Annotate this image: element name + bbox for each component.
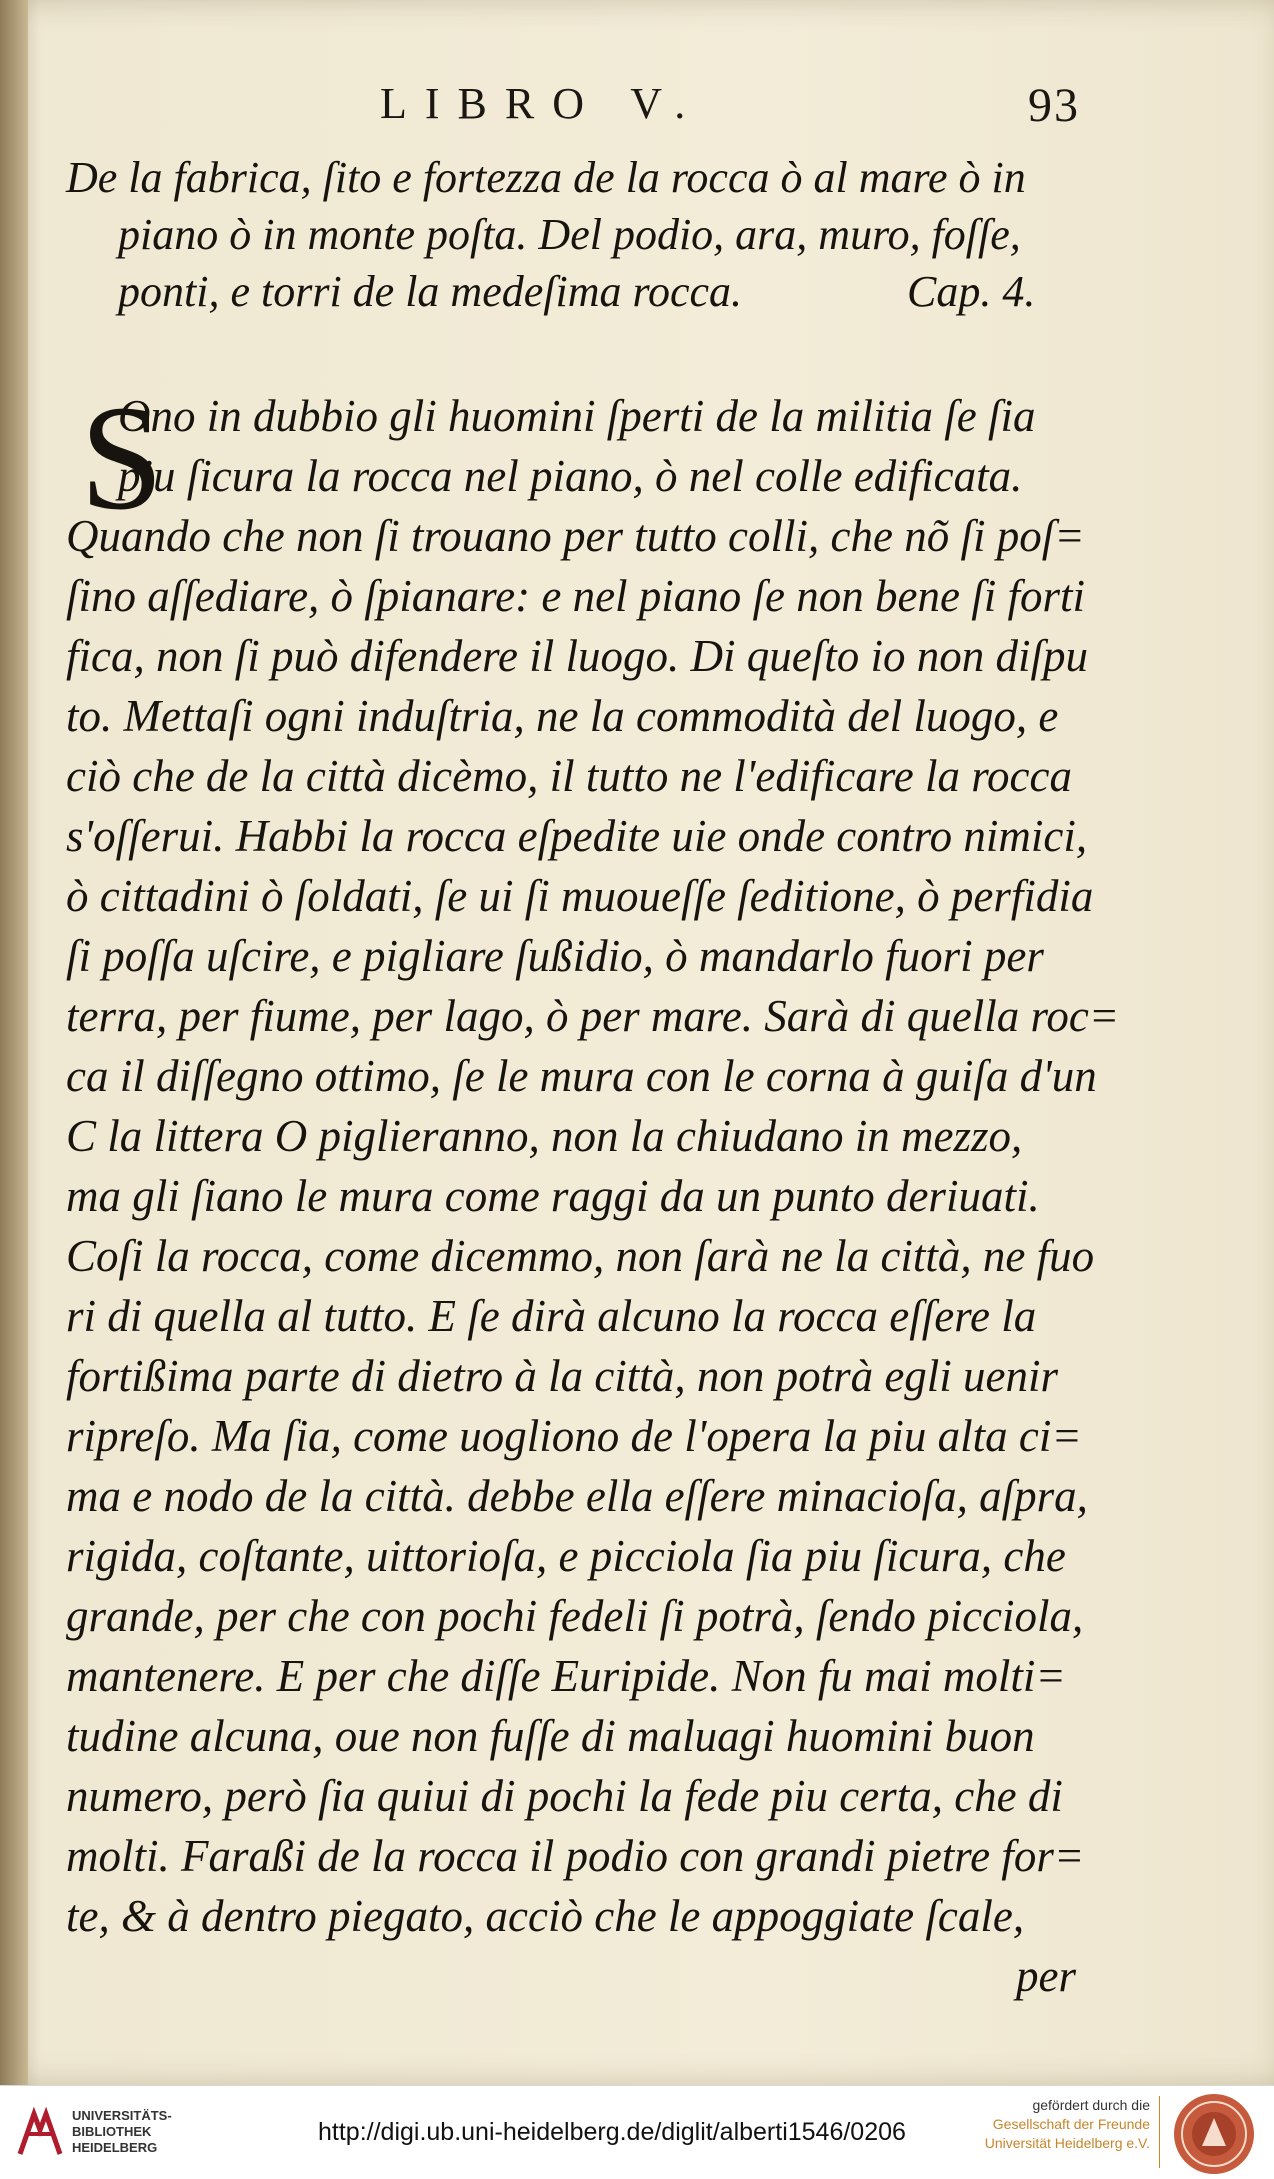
sponsor-name-line[interactable]: Universität Heidelberg e.V. [984,2135,1150,2151]
body-line: grande, per che con pochi fedeli ſi potrà, ſendo picciola, [66,1591,1084,1641]
body-line: Ono in dubbio gli huomini ſperti de la militia ſe ſia [118,391,1036,441]
body-line: to. Mettaſi ogni induſtria, ne la commodità del luogo, e [66,691,1059,741]
body-line: ma gli ſiano le mura come raggi da un punto deriuati. [66,1171,1040,1221]
running-title: LIBRO V. [380,79,704,128]
viewer-footer [0,2085,1274,2179]
body-line: molti. Faraßi de la rocca il podio con grandi pietre for= [66,1831,1085,1881]
catchword: per [1016,1951,1076,2001]
body-line: ma e nodo de la città. debbe ella eſſere minacioſa, aſpra, [66,1471,1088,1521]
library-name-line: UNIVERSITÄTS- [72,2108,172,2123]
body-line: fica, non ſi può difendere il luogo. Di queſto io non diſpu [66,631,1088,681]
body-line: ò cittadini ò ſoldati, ſe ui ſi muoueſſe ſeditione, ò perfidia [66,871,1094,921]
drop-capital: S [80,375,164,541]
page-number: 93 [1028,79,1080,132]
page-header [380,78,1080,132]
body-line: ſi poſſa uſcire, e pigliare ſußidio, ò mandarlo fuori per [66,931,1044,981]
heading-line: ponti, e torri de la medeſima rocca. Cap. 4. [118,267,1036,316]
library-name-line: BIBLIOTHEK [72,2124,152,2139]
library-name-line: HEIDELBERG [72,2140,158,2155]
funded-by-label: gefördert durch die [1032,2097,1150,2113]
heading-line: piano ò in monte poſta. Del podio, ara, muro, foſſe, [118,210,1021,259]
body-line: ſino aſſediare, ò ſpianare: e nel piano ſe non bene ſi forti [66,571,1086,621]
body-line: ciò che de la città dicèmo, il tutto ne l'edificare la rocca [66,751,1072,801]
body-line: fortißima parte di dietro à la città, non potrà egli uenir [66,1351,1059,1401]
permalink-url[interactable]: http://digi.ub.uni-heidelberg.de/diglit/alberti1546/0206 [318,2118,906,2146]
heading-line: De la fabrica, ſito e fortezza de la rocca ò al mare ò in [66,153,1026,202]
body-line: mantenere. E per che diſſe Euripide. Non fu mai molti= [66,1651,1066,1701]
body-line: terra, per fiume, per lago, ò per mare. Sarà di quella roc= [66,991,1120,1041]
sponsor-name-line[interactable]: Gesellschaft der Freunde [992,2116,1150,2132]
body-line: Coſi la rocca, come dicemmo, non ſarà ne la città, ne fuo [66,1231,1095,1281]
body-line: C la littera O piglieranno, non la chiudano in mezzo, [66,1111,1023,1161]
footer-divider [1159,2096,1160,2168]
body-line: tudine alcuna, oue non fuſſe di maluagi huomini buon [66,1711,1035,1761]
body-line: ri di quella al tutto. E ſe dirà alcuno la rocca eſſere la [66,1291,1037,1341]
body-line: piu ſicura la rocca nel piano, ò nel colle edificata. [118,451,1023,501]
body-line: rigida, coſtante, uittorioſa, e picciola ſia piu ſicura, che [66,1531,1066,1581]
body-line: numero, però ſia quiui di pochi la fede piu certa, che di [66,1771,1063,1821]
page-binding-edge [0,0,28,2085]
university-seal-icon[interactable] [1172,2092,1256,2176]
body-line: te, & à dentro piegato, acciò che le appoggiate ſcale, [66,1891,1025,1941]
body-line: Quando che non ſi trouano per tutto colli, che nõ ſi poſ= [66,511,1085,561]
sponsor-text [984,2096,1150,2153]
library-name [72,2108,172,2156]
body-line: ca il diſſegno ottimo, ſe le mura con le corna à guiſa d'un [66,1051,1097,1101]
library-logo-icon[interactable] [14,2104,66,2160]
body-line: ripreſo. Ma ſia, come uogliono de l'opera la piu alta ci= [66,1411,1082,1461]
body-line: s'oſſerui. Habbi la rocca eſpedite uie onde contro nimici, [66,811,1088,861]
